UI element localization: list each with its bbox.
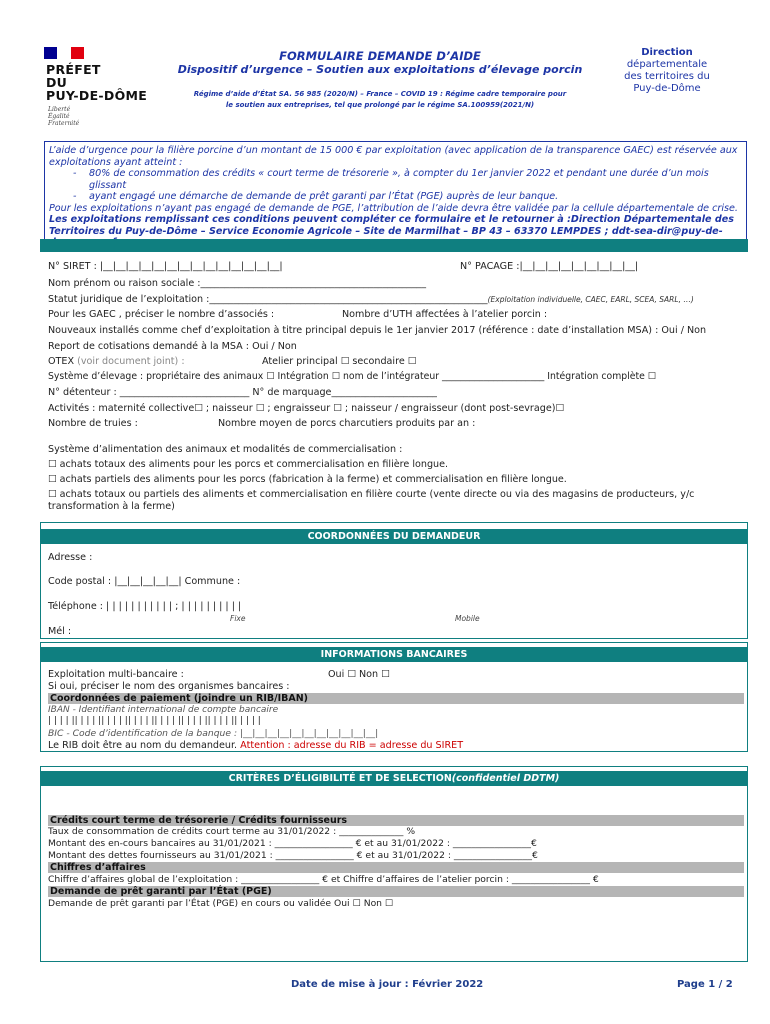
feeding-option-3-cont: transformation à la ferme) xyxy=(48,501,175,512)
pigs-produced-field[interactable]: Nombre moyen de porcs charcutiers produits par an : xyxy=(218,418,476,429)
new-installed-field[interactable]: Nouveaux installés comme chef d’exploitation à titre principal depuis le 1er janvier 2017 (référence : date d’installation MSA) : Oui / Non xyxy=(48,325,707,336)
credits-header: Crédits court terme de trésorerie / Crédits fournisseurs xyxy=(48,815,744,826)
sows-field[interactable]: Nombre de truies : xyxy=(48,418,138,429)
name-field[interactable]: Nom prénom ou raison sociale :_______________________________________________ xyxy=(48,278,426,289)
payment-details-header: Coordonnées de paiement (joindre un RIB/IBAN) xyxy=(48,693,744,704)
iban-boxes[interactable]: | | | | || | | | || | | | || | | | || | | | || | | | || | | | || | | | | xyxy=(48,716,261,726)
bank-outstanding-field[interactable]: Montant des en-cours bancaires au 31/01/2021 : _________________ € et au 31/01/2022 : _________________€ xyxy=(48,838,537,849)
uth-field[interactable]: Nombre d’UTH affectées à l’atelier porcin : xyxy=(342,309,548,320)
multi-bank-field: Exploitation multi-bancaire : xyxy=(48,669,184,680)
msa-report-field[interactable]: Report de cotisations demandé à la MSA : Oui / Non xyxy=(48,341,297,352)
gaec-associates-field[interactable]: Pour les GAEC , préciser le nombre d’associés : xyxy=(48,309,275,320)
update-date: Date de mise à jour : Février 2022 xyxy=(291,979,484,990)
prefecture-name: PRÉFET DU PUY-DE-DÔME xyxy=(46,62,148,103)
eligibility-intro: L’aide d’urgence pour la filière porcine d’un montant de 15 000 € par exploitation (avec application de la transparence GAEC) est réservée aux exploitations ayant atteint : - 80% de consommation des crédits « court terme de trésorerie », à compter du 1er janvier 2022 et pendant une durée d’un mois glissant - ayant engagé une démarche de demande de prêt garanti par l’État (PGE) auprès de leur banque. Pour les exploitations n’ayant pas engagé de demande de PGE, l’attribution de l’aide devra être validée par la cellule départementale de crise. Les exploitations remplissant ces conditions peuvent compléter ce formulaire et le retourner à :Direction Départementale des Territoires du Puy-de-Dôme – Service Economie Agricole – Site de Marmilhat – BP 43 – 63370 LEMPDES ; ddt-sea-dir@puy-de- xyxy=(44,141,747,241)
breeding-system-field[interactable]: Système d’élevage : propriétaire des animaux ☐ Intégration ☐ nom de l’intégrateur ______________________ Intégration complète ☐ xyxy=(48,371,657,382)
pge-header: Demande de prêt garanti par l’État (PGE) xyxy=(48,886,744,897)
bank-names-field[interactable]: Si oui, préciser le nom des organismes bancaires : xyxy=(48,681,290,692)
credit-rate-field[interactable]: Taux de consommation de crédits court terme au 31/01/2022 : ______________ % xyxy=(48,826,416,837)
email-field[interactable]: Mél : xyxy=(48,626,72,637)
direction-name: Direction départementale des territoires du Puy-de-Dôme xyxy=(624,47,710,94)
page-number: Page 1 / 2 xyxy=(677,979,733,990)
marianne-logo xyxy=(44,47,84,59)
applicant-section-title: COORDONNÉES DU DEMANDEUR xyxy=(40,529,748,544)
regime-reference: Régime d’aide d’État SA. 56 985 (2020/N) – France – COVID 19 : Régime cadre temporaire pour le soutien aux entreprises, tel que prolongé par le régime SA.100959(2021/N) xyxy=(193,90,567,109)
iban-label: IBAN - Identifiant international de compte bancaire xyxy=(48,705,279,715)
phone-fixe-label: Fixe xyxy=(230,614,246,623)
otex-field[interactable]: OTEX (voir document joint) : xyxy=(48,356,185,367)
phone-field[interactable]: Téléphone : | | | | | | | | | | | ; | | | | | | | | | | xyxy=(48,601,242,612)
pge-field[interactable]: Demande de prêt garanti par l’État (PGE) en cours ou validée Oui ☐ Non ☐ xyxy=(48,898,394,909)
criteria-section-title: CRITÈRES D’ÉLIGIBILITÉ ET DE SELECTION(confidentiel DDTM) xyxy=(40,771,748,786)
feeding-option-1[interactable]: ☐ achats totaux des aliments pour les porcs et commercialisation en filière longue. xyxy=(48,459,449,470)
rib-note: Le RIB doit être au nom du demandeur. Attention : adresse du RIB = adresse du SIRET xyxy=(48,740,464,751)
turnover-field[interactable]: Chiffre d’affaires global de l’exploitation : _________________ € et Chiffre d’affaires de l’atelier porcin : _________________ € xyxy=(48,874,599,885)
republic-motto: Liberté Égalité Fraternité xyxy=(48,106,80,127)
atelier-checkboxes[interactable]: Atelier principal ☐ secondaire ☐ xyxy=(262,356,417,367)
address-field[interactable]: Adresse : xyxy=(48,552,93,563)
section-divider xyxy=(40,239,748,252)
siret-field[interactable]: N° SIRET : |__|__|__|__|__|__|__|__|__|__|__|__|__|__| xyxy=(48,261,283,272)
bank-section-title: INFORMATIONS BANCAIRES xyxy=(40,647,748,662)
supplier-debts-field[interactable]: Montant des dettes fournisseurs au 31/01/2021 : _________________ € et au 31/01/2022 : _________________€ xyxy=(48,850,538,861)
feeding-option-3[interactable]: ☐ achats totaux ou partiels des aliments et commercialisation en filière courte (vente directe ou via des magasins de producteurs, y/c xyxy=(48,489,695,500)
feeding-system-title: Système d’alimentation des animaux et modalités de commercialisation : xyxy=(48,444,403,455)
holder-number-field[interactable]: N° détenteur : ___________________________ N° de marquage______________________ xyxy=(48,387,437,398)
pacage-field[interactable]: N° PACAGE :|__|__|__|__|__|__|__|__|__| xyxy=(460,261,639,272)
form-subtitle: Dispositif d’urgence – Soutien aux exploitations d’élevage porcin xyxy=(177,63,583,76)
postal-code-field[interactable]: Code postal : |__|__|__|__|__| Commune : xyxy=(48,576,241,587)
feeding-option-2[interactable]: ☐ achats partiels des aliments pour les porcs (fabrication à la ferme) et commercialisation en filière longue. xyxy=(48,474,567,485)
multi-bank-checkboxes[interactable]: Oui ☐ Non ☐ xyxy=(328,669,390,680)
turnover-header: Chiffres d’affaires xyxy=(48,862,744,873)
bic-field[interactable]: BIC - Code d’identification de la banque : |__|__|__|__|__|__|__|__|__|__|__| xyxy=(48,728,379,739)
form-title: FORMULAIRE DEMANDE D’AIDE xyxy=(279,49,481,63)
phone-mobile-label: Mobile xyxy=(455,614,480,623)
activities-checkboxes[interactable]: Activités : maternité collective☐ ; naisseur ☐ ; engraisseur ☐ ; naisseur / engraisseur (dont post-sevrage)☐ xyxy=(48,403,565,414)
legal-status-field[interactable]: Statut juridique de l’exploitation :__________________________________________________________(Exploitation individuelle, CAEC, EARL, SCEA, SARL, …) xyxy=(48,294,694,305)
